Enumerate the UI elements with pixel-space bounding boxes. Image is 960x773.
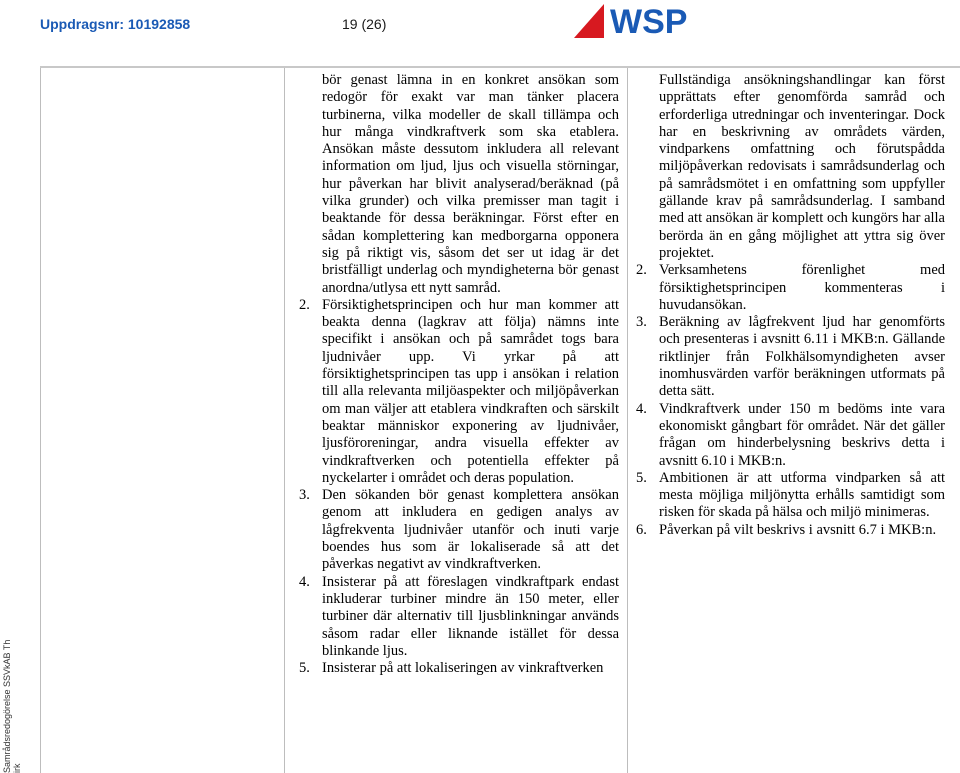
- side-label-line2: irk: [12, 763, 22, 773]
- wsp-logo: [570, 0, 720, 44]
- list-item: [299, 297, 619, 487]
- logo-text: WSP: [610, 3, 688, 41]
- reply-lead-text: Fullständiga ansökningshandlingar kan först upprättats efter genomförda samråd och erforderliga utredningar och inventeringar. Dock har en beskrivning av områdets värden, vindparkens omfattning och förutspådda miljöpåverkan redovisats i samrådsunderlag och på samrådsmötet i en omfattning som uppfyller gällande krav på samrådsunderlag. I samband med att ansökan är komplett och kungörs har alla berörda än en gång möjlighet att yttra sig över projektet.: [659, 72, 945, 261]
- list-item: [299, 487, 619, 573]
- opinion-list: [299, 297, 619, 678]
- table-divider-1: [284, 68, 285, 773]
- list-item: [636, 470, 945, 522]
- page-header: [40, 16, 387, 32]
- list-item: [636, 314, 945, 400]
- list-item: [299, 574, 619, 660]
- item-text: Den sökanden bör genast komplettera ansökan genom att inkludera en gedigen analys av lågfrekventa ljudnivåer utanför och inuti varje boendes hus som är lokaliserade så att det påverkas negativt av vindkraftverken.: [322, 487, 619, 573]
- item-text: Insisterar på att föreslagen vindkraftpark endast inkluderar turbiner mindre än 150 meter, eller turbiner där alternativ till ljusblinkningar används såsom radar eller liknande istället för dessa blinkande ljus.: [322, 573, 619, 659]
- item-number: 6.: [636, 521, 647, 538]
- page-number: 19 (26): [342, 16, 387, 32]
- item-number: 5.: [636, 469, 647, 486]
- item-text: Insisterar på att lokaliseringen av vinkraftverken: [322, 660, 604, 677]
- item-text: Ambitionen är att utforma vindparken så att mesta möjliga miljönytta erhålls samtidigt som risken för skada på hälsa och miljö minimeras.: [659, 469, 945, 521]
- table-border-left: [40, 68, 41, 773]
- item-text: Försiktighetsprincipen och hur man kommer att beakta denna (lagkrav att följa) nämns inte specifikt i ansökan och på samrådet togs bara ljudnivåer upp. Vi yrkar på att försiktighetsprincipen tas upp i ansökan i relation till alla relevanta miljöaspekter och miljöpåverkan om man väljer att etablera vindkraften och särskilt beaktar människor exponering av ljudnivåer, ljusföroreningar, andra visuella effekter av vindkraftverken och potentiella effekter på nyckelarter i området och deras population.: [322, 296, 619, 486]
- item-number: 3.: [299, 487, 310, 504]
- reply-list: [636, 262, 945, 539]
- item-text: Beräkning av lågfrekvent ljud har genomförts och presenteras i avsnitt 6.11 i MKB:n. Gällande riktlinjer från Folkhälsomyndigheten avser inomhusvärden varför beräkningen utformats på detta sätt.: [659, 314, 945, 400]
- item-number: 5.: [299, 660, 310, 677]
- list-item: [299, 660, 619, 677]
- item-number: 4.: [636, 400, 647, 417]
- item-number: 3.: [636, 314, 647, 331]
- list-item: [636, 522, 945, 539]
- item-text: Påverkan på vilt beskrivs i avsnitt 6.7 i MKB:n.: [659, 521, 937, 538]
- opinion-column: [299, 72, 619, 677]
- table-divider-2: [627, 68, 628, 773]
- side-document-label: [2, 640, 22, 773]
- response-table: [40, 68, 960, 773]
- item-number: 2.: [636, 262, 647, 279]
- side-label-line1: Samrådsredogörelse SSVkAB Th: [2, 639, 12, 773]
- list-item: [636, 401, 945, 470]
- reply-column: [636, 72, 945, 539]
- item-number: 2.: [299, 296, 310, 313]
- list-item: [636, 262, 945, 314]
- item-text: Vindkraftverk under 150 m bedöms inte vara ekonomiskt gångbart för området. När det gäller frågan om hinderbelysning beskrivs detta i avsnitt 6.10 i MKB:n.: [659, 400, 945, 469]
- logo-red-wedge: [574, 4, 604, 38]
- item-number: 4.: [299, 573, 310, 590]
- item-text: Verksamhetens förenlighet med försiktighetsprincipen kommenteras i huvudansökan.: [659, 262, 945, 313]
- opinion-lead-text: bör genast lämna in en konkret ansökan som redogör för exakt var man tänker placera turbinerna, vilka modeller de skall tillämpa och hur många vindkraftverk som ska etablera. Ansökan måste dessutom inkludera all relevant information om ljud, ljus och visuella störningar, hur påverkan har blivit analyserad/beräknad (på vilka grunder) och vilka premisser man tagit i beaktande för dessa beräkningar. Först efter en sådan komplettering kan medborgarna opponera sig på riktigt vis, såsom det ser ut idag är det bristfälligt underlag och myndigheterna bör genast anordna/utlysa ett nytt samråd.: [322, 72, 619, 296]
- project-number: Uppdragsnr: 10192858: [40, 16, 191, 32]
